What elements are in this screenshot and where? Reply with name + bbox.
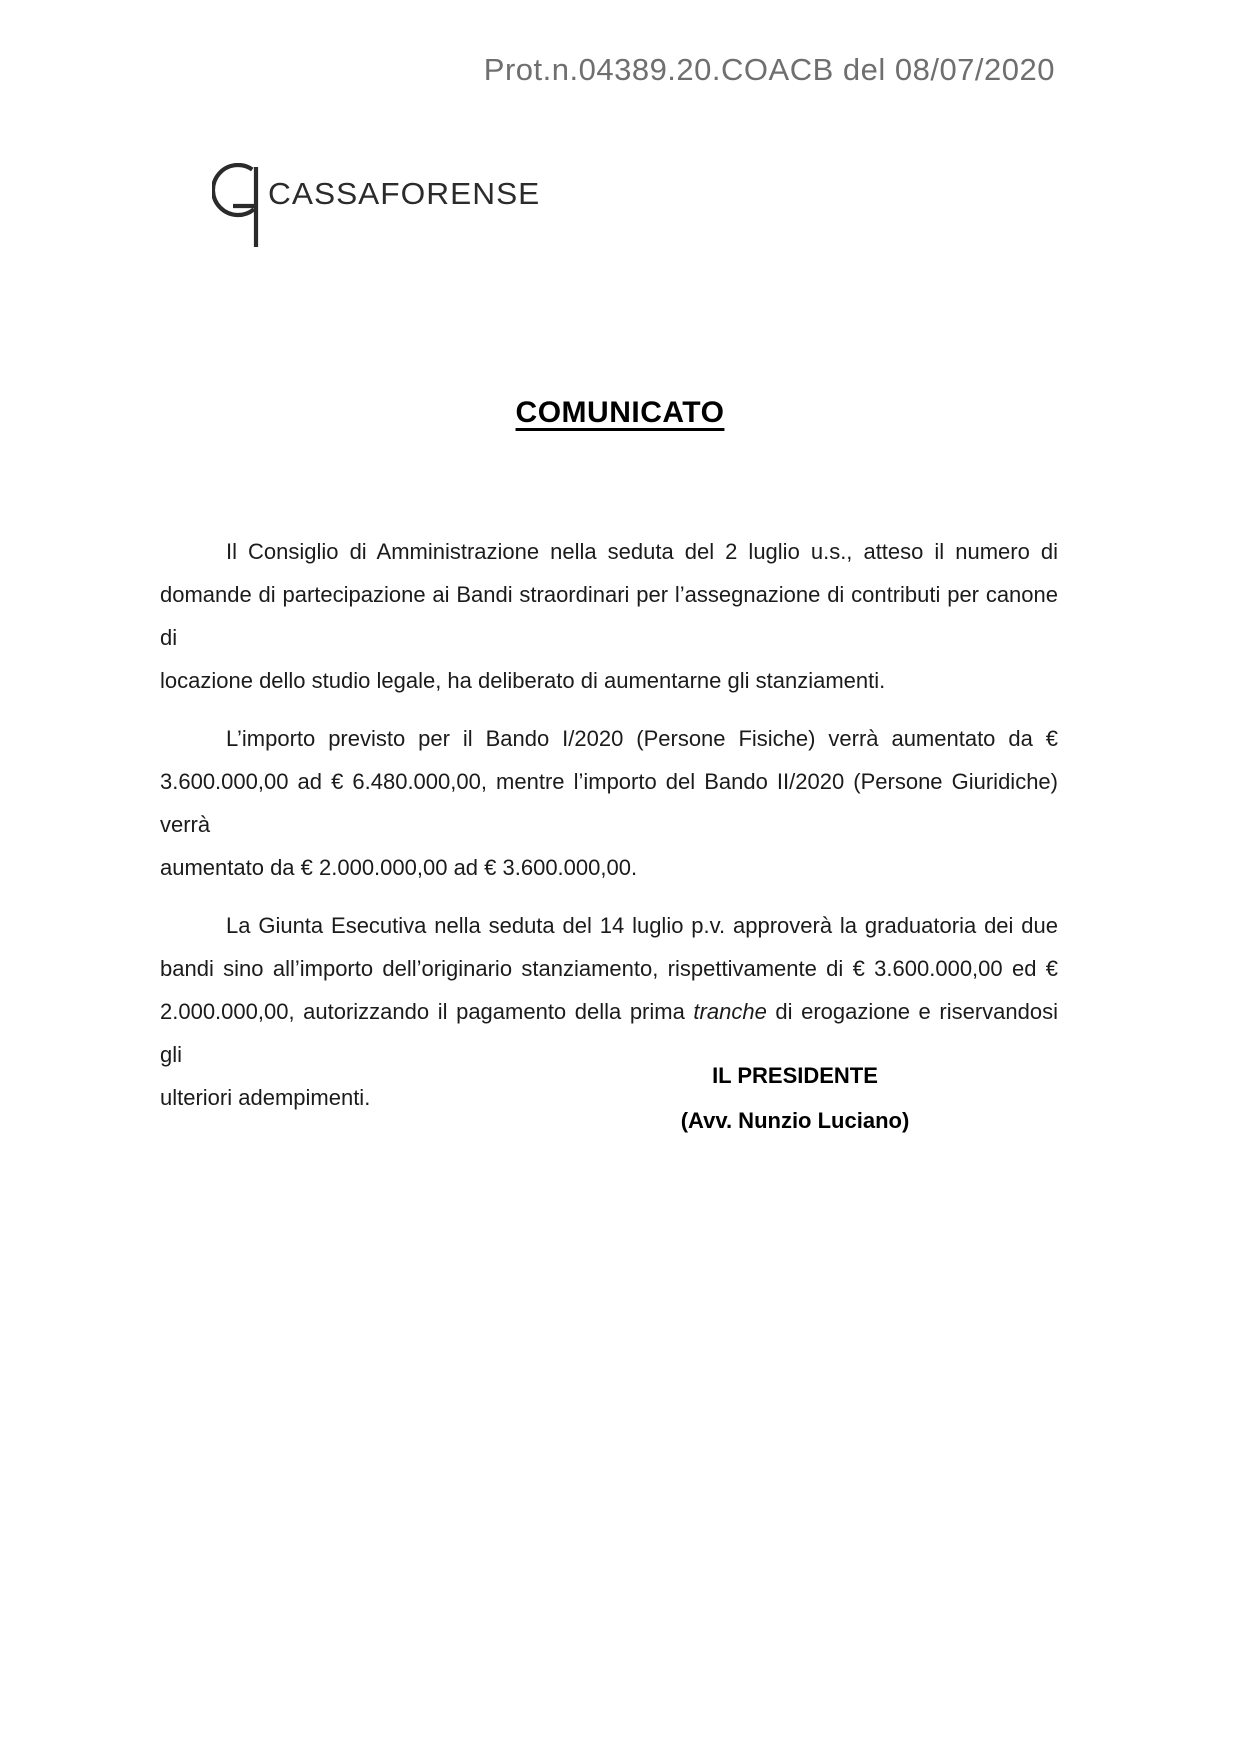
text-line (160, 846, 1058, 889)
logo (212, 150, 612, 270)
text-run: ulteriori adempimenti. (160, 1085, 371, 1110)
text-line (160, 947, 1058, 990)
italic-text-run: tranche (693, 999, 767, 1024)
text-line (160, 760, 1058, 846)
text-run: 2.000.000,00, autorizzando il pagamento della prima (160, 999, 694, 1024)
signature-name: (Avv. Nunzio Luciano) (680, 1108, 910, 1133)
logo-wordmark: CASSAFORENSE (268, 176, 541, 211)
protocol-stamp: Prot.n.04389.20.COACB del 08/07/2020 (483, 52, 1055, 87)
signature-role: IL PRESIDENTE (712, 1063, 878, 1088)
signature-block (550, 1053, 1040, 1143)
text-line (160, 659, 1058, 702)
text-line (160, 530, 1058, 573)
text-run: locazione dello studio legale, ha deliberato di aumentarne gli stanziamenti. (160, 668, 886, 693)
text-run: L’importo previsto per il Bando I/2020 (Persone Fisiche) verrà aumentato da € (226, 726, 1058, 751)
text-run: bandi sino all’importo dell’originario stanziamento, rispettivamente di € 3.600.000,00 ed € (160, 956, 1058, 981)
body-paragraph (160, 530, 1058, 702)
text-line (160, 717, 1058, 760)
text-run: La Giunta Esecutiva nella seduta del 14 luglio p.v. approverà la graduatoria dei due (226, 913, 1058, 938)
text-line (160, 904, 1058, 947)
page-title: COMUNICATO (515, 396, 725, 429)
text-run: aumentato da € 2.000.000,00 ad € 3.600.000,00. (160, 855, 638, 880)
document-body (160, 530, 1058, 1119)
body-paragraph (160, 717, 1058, 889)
text-run: Il Consiglio di Amministrazione nella seduta del 2 luglio u.s., atteso il numero di (226, 539, 1058, 564)
text-run: 3.600.000,00 ad € 6.480.000,00, mentre l’importo del Bando II/2020 (Persone Giuridiche) verrà (160, 769, 1058, 837)
text-run: domande di partecipazione ai Bandi straordinari per l’assegnazione di contributi per canone di (160, 582, 1058, 650)
cassa-forense-monogram-icon (212, 163, 272, 258)
text-line (160, 573, 1058, 659)
text-run: di erogazione e riservandosi gli (160, 999, 1058, 1067)
